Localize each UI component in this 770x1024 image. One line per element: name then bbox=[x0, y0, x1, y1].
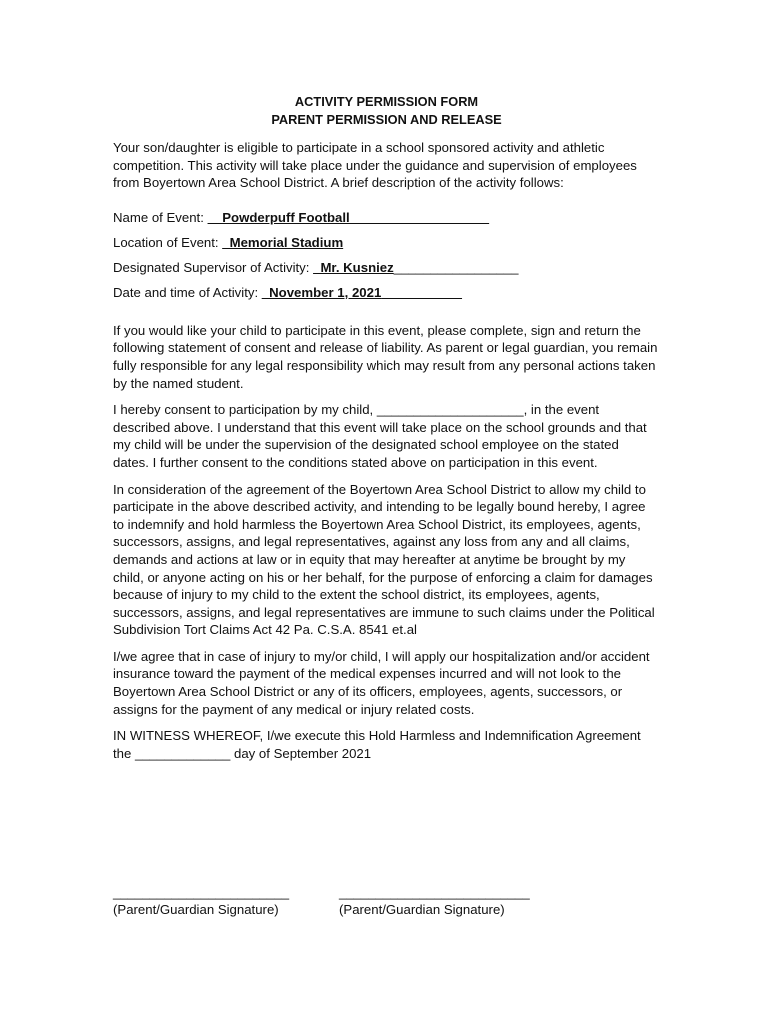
signature-block bbox=[113, 884, 553, 924]
signature-label-1: (Parent/Guardian Signature) bbox=[113, 902, 279, 917]
signature-line-1: ________________________ bbox=[113, 885, 290, 900]
form-body bbox=[113, 93, 658, 762]
supervisor-label: Designated Supervisor of Activity: bbox=[113, 259, 314, 275]
event-name-label: Name of Event: bbox=[113, 209, 208, 225]
form-title: ACTIVITY PERMISSION FORM bbox=[294, 94, 479, 109]
date-time-value: _November 1, 2021 bbox=[261, 284, 382, 300]
signature-label-2: (Parent/Guardian Signature) bbox=[339, 902, 505, 917]
date-time-blank: ___________ bbox=[381, 284, 462, 300]
event-name-value: __Powderpuff Football___________________ bbox=[207, 209, 490, 225]
date-time-label: Date and time of Activity: bbox=[113, 284, 262, 300]
signature-line-2: __________________________ bbox=[339, 885, 530, 900]
signature-2 bbox=[339, 884, 530, 918]
event-name-field bbox=[113, 209, 658, 234]
intro-paragraph: Your son/daughter is eligible to participate in a school sponsored activity and athletic competition. This activity will take place under the guidance and supervision of employees from Boyertown Area School District. A brief description of the activity follows: bbox=[113, 140, 637, 191]
indemnification-paragraph: In consideration of the agreement of the Boyertown Area School District to allow my child to participate in the above described activity, and intending to be legally bound hereby, I agree to indemnify and hold harmless the Boyertown Area School District, its employees, agents, successors, assigns, and legal representatives, against any loss from any and all claims, demands and actions at law or in equity that may hereafter at anytime be brought by my child, or anyone acting on his or her behalf, for the purpose of enforcing a claim for damages because of injury to my child to the extent the school district, its employees, agents, successors, assigns, and legal representatives are immune to such claims under the Political Subdivision Tort Claims Act 42 Pa. C.S.A. 8541 et.al bbox=[113, 481, 655, 638]
supervisor-value: _Mr. Kusniez bbox=[313, 259, 394, 275]
insurance-paragraph: I/we agree that in case of injury to my/or child, I will apply our hospitalization and/or accident insurance toward the payment of the medical expenses incurred and will not look to the Boyertown Area School District or any of its officers, employees, agents, successors, or assigns for the payment of any medical or injury related costs. bbox=[113, 648, 650, 717]
consent-paragraph: I hereby consent to participation by my child, ____________________, in the event described above. I understand that this event will take place on the school grounds and that my child will be under the supervision of the designated school employee on the stated dates. I further consent to the conditions stated above on participation in this event. bbox=[113, 402, 647, 470]
event-location-value: _Memorial Stadium bbox=[222, 234, 344, 250]
supervisor-blank: _________________ bbox=[393, 259, 519, 275]
signature-1 bbox=[113, 884, 289, 918]
date-time-field bbox=[113, 284, 658, 309]
event-location-field bbox=[113, 234, 658, 259]
witness-paragraph: IN WITNESS WHEREOF, I/we execute this Hold Harmless and Indemnification Agreement the _____________ day of September 2021 bbox=[113, 728, 641, 761]
supervisor-field bbox=[113, 259, 658, 284]
event-location-label: Location of Event: bbox=[113, 234, 223, 250]
participation-paragraph: If you would like your child to participate in this event, please complete, sign and return the following statement of consent and release of liability. As parent or legal guardian, you remain fully responsible for any legal responsibility which may result from any personal actions taken by the named student. bbox=[113, 322, 658, 391]
form-subtitle: PARENT PERMISSION AND RELEASE bbox=[271, 111, 502, 127]
